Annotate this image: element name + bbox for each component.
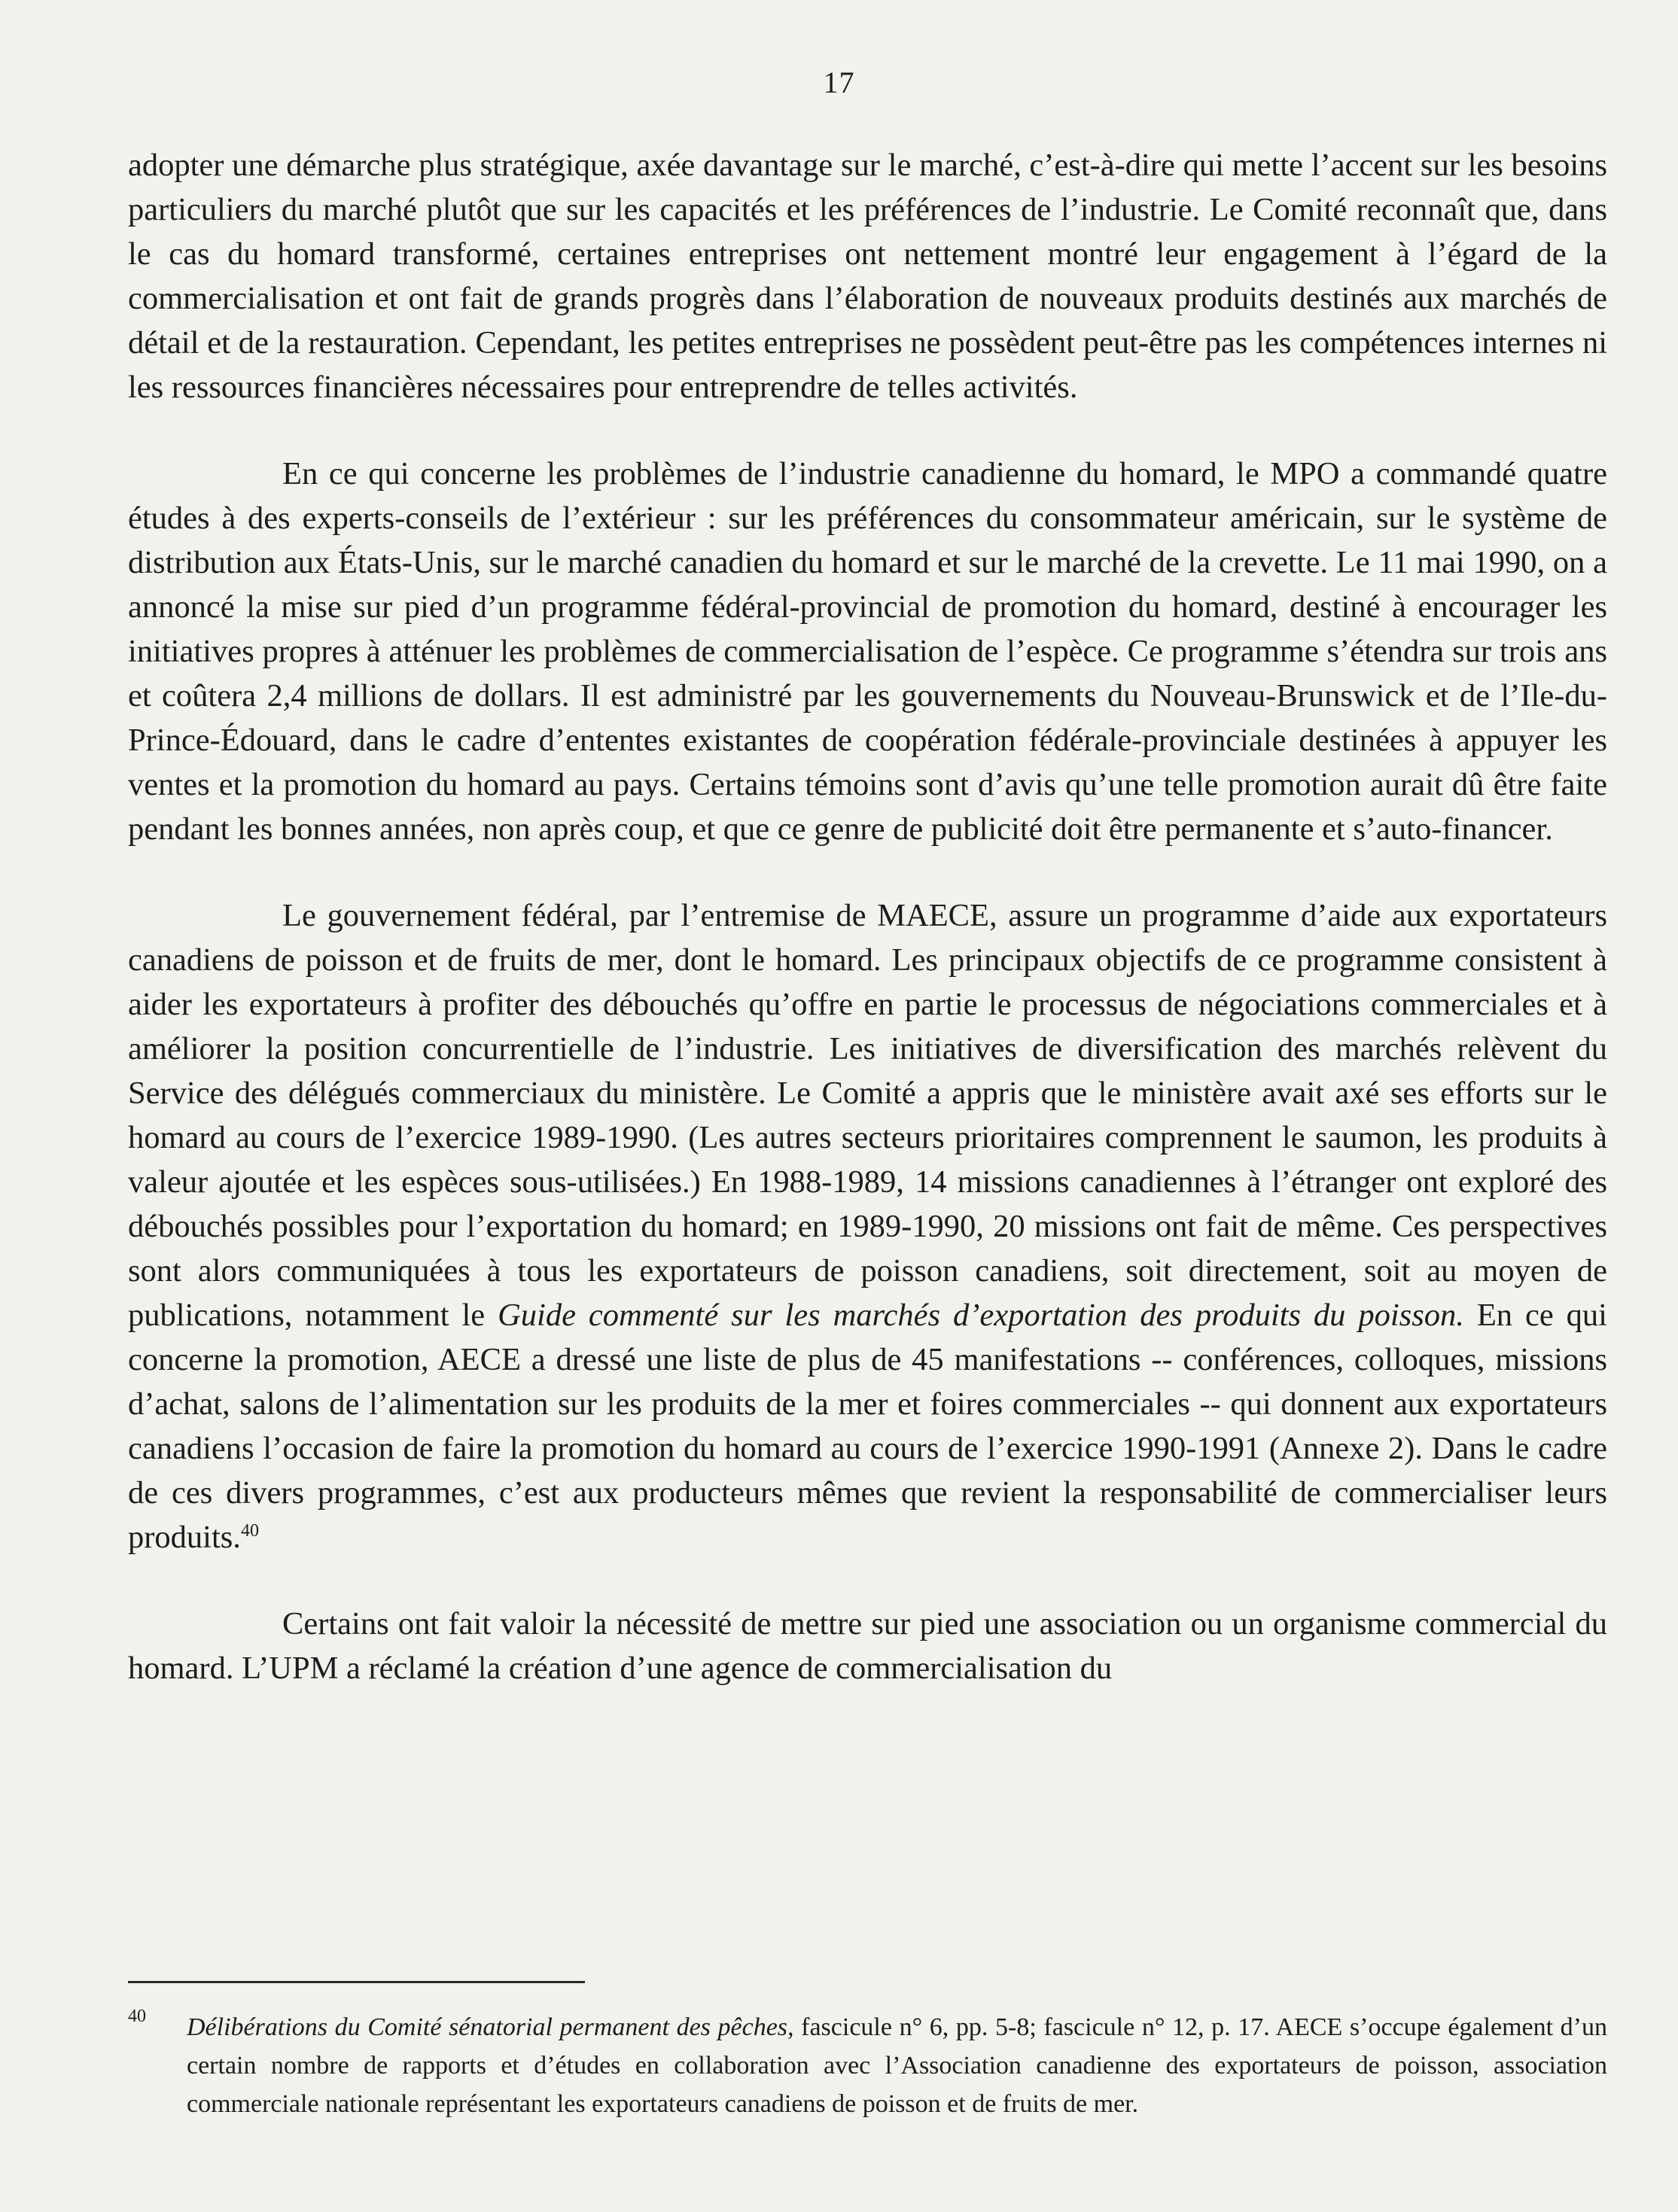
footnote-number: 40 — [128, 2007, 146, 2026]
paragraph-3 — [128, 893, 1607, 1559]
paragraph-3-text-a: Le gouvernement fédéral, par l’entremise de MAECE, assure un programme d’aide aux exportateurs canadiens de poisson et de fruits de mer, dont le homard. Les principaux objectifs de ce programme consistent à aider les exportateurs à profiter des débouchés qu’offre en partie le processus de négociations commerciales et à améliorer la position concurrentielle de l’industrie. Les initiatives de diversification des marchés relèvent du Service des délégués commerciaux du ministère. Le Comité a appris que le ministère avait axé ses efforts sur le homard au cours de l’exercice 1989-1990. (Les autres secteurs prioritaires comprennent le saumon, les produits à valeur ajoutée et les espèces sous-utilisées.) En 1988-1989, 14 missions canadiennes à l’étranger ont exploré des débouchés possibles pour l’exportation du homard; en 1989-1990, 20 missions ont fait de même. Ces perspectives sont alors communiquées à tous les exportateurs de poisson canadiens, soit directement, soit au moyen de publications, notamment le — [128, 898, 1607, 1333]
footnote-text: fascicule n° 6, pp. 5-8; fascicule n° 12, p. 17. AECE s’occupe également d’un certain nombre de rapports et d’études en collaboration avec l’Association canadienne des exportateurs de poisson, association commerciale nationale représentant les exportateurs canadiens de poisson et de fruits de mer. — [187, 2013, 1607, 2118]
footnote-source-title: Délibérations du Comité sénatorial permanent des pêches, — [187, 2013, 794, 2041]
body-text — [128, 143, 1607, 1690]
guide-title: Guide commenté sur les marchés d’exportation des produits du poisson. — [498, 1298, 1464, 1333]
paragraph-1: adopter une démarche plus stratégique, axée davantage sur le marché, c’est-à-dire qui mette l’accent sur les besoins particuliers du marché plutôt que sur les capacités et les préférences de l’industrie. Le Comité reconnaît que, dans le cas du homard transformé, certaines entreprises ont nettement montré leur engagement à l’égard de la commercialisation et ont fait de grands progrès dans l’élaboration de nouveaux produits destinés aux marchés de détail et de la restauration. Cependant, les petites entreprises ne possèdent peut-être pas les compétences internes ni les ressources financières nécessaires pour entreprendre de telles activités. — [128, 148, 1607, 405]
page-number: 17 — [823, 65, 855, 99]
footnote — [128, 2008, 1607, 2123]
footnote-body — [128, 2008, 1607, 2123]
paragraph-4: Certains ont fait valoir la nécessité de mettre sur pied une association ou un organisme commercial du homard. L’UPM a réclamé la création d’une agence de commercialisation du — [128, 1606, 1607, 1686]
footnote-divider — [128, 1981, 585, 1983]
paragraph-3-text-b: En ce qui concerne la promotion, AECE a dressé une liste de plus de 45 manifestations -- conférences, colloques, missions d’achat, salons de l’alimentation sur les produits de la mer et foires commerciales -- qui donnent aux exportateurs canadiens l’occasion de faire la promotion du homard au cours de l’exercice 1990-1991 (Annexe 2). Dans le cadre de ces divers programmes, c’est aux producteurs mêmes que revient la responsabilité de commercialiser leurs produits. — [128, 1298, 1607, 1555]
footnote-reference[interactable]: 40 — [240, 1520, 259, 1541]
paragraph-2: En ce qui concerne les problèmes de l’industrie canadienne du homard, le MPO a commandé quatre études à des experts-conseils de l’extérieur : sur les préférences du consommateur américain, sur le système de distribution aux États-Unis, sur le marché canadien du homard et sur le marché de la crevette. Le 11 mai 1990, on a annoncé la mise sur pied d’un programme fédéral-provincial de promotion du homard, destiné à encourager les initiatives propres à atténuer les problèmes de commercialisation de l’espèce. Ce programme s’étendra sur trois ans et coûtera 2,4 millions de dollars. Il est administré par les gouvernements du Nouveau-Brunswick et de l’Ile-du-Prince-Édouard, dans le cadre d’ententes existantes de coopération fédérale-provinciale destinées à appuyer les ventes et la promotion du homard au pays. Certains témoins sont d’avis qu’une telle promotion aurait dû être faite pendant les bonnes années, non après coup, et que ce genre de publicité doit être permanente et s’auto-financer. — [128, 456, 1607, 847]
